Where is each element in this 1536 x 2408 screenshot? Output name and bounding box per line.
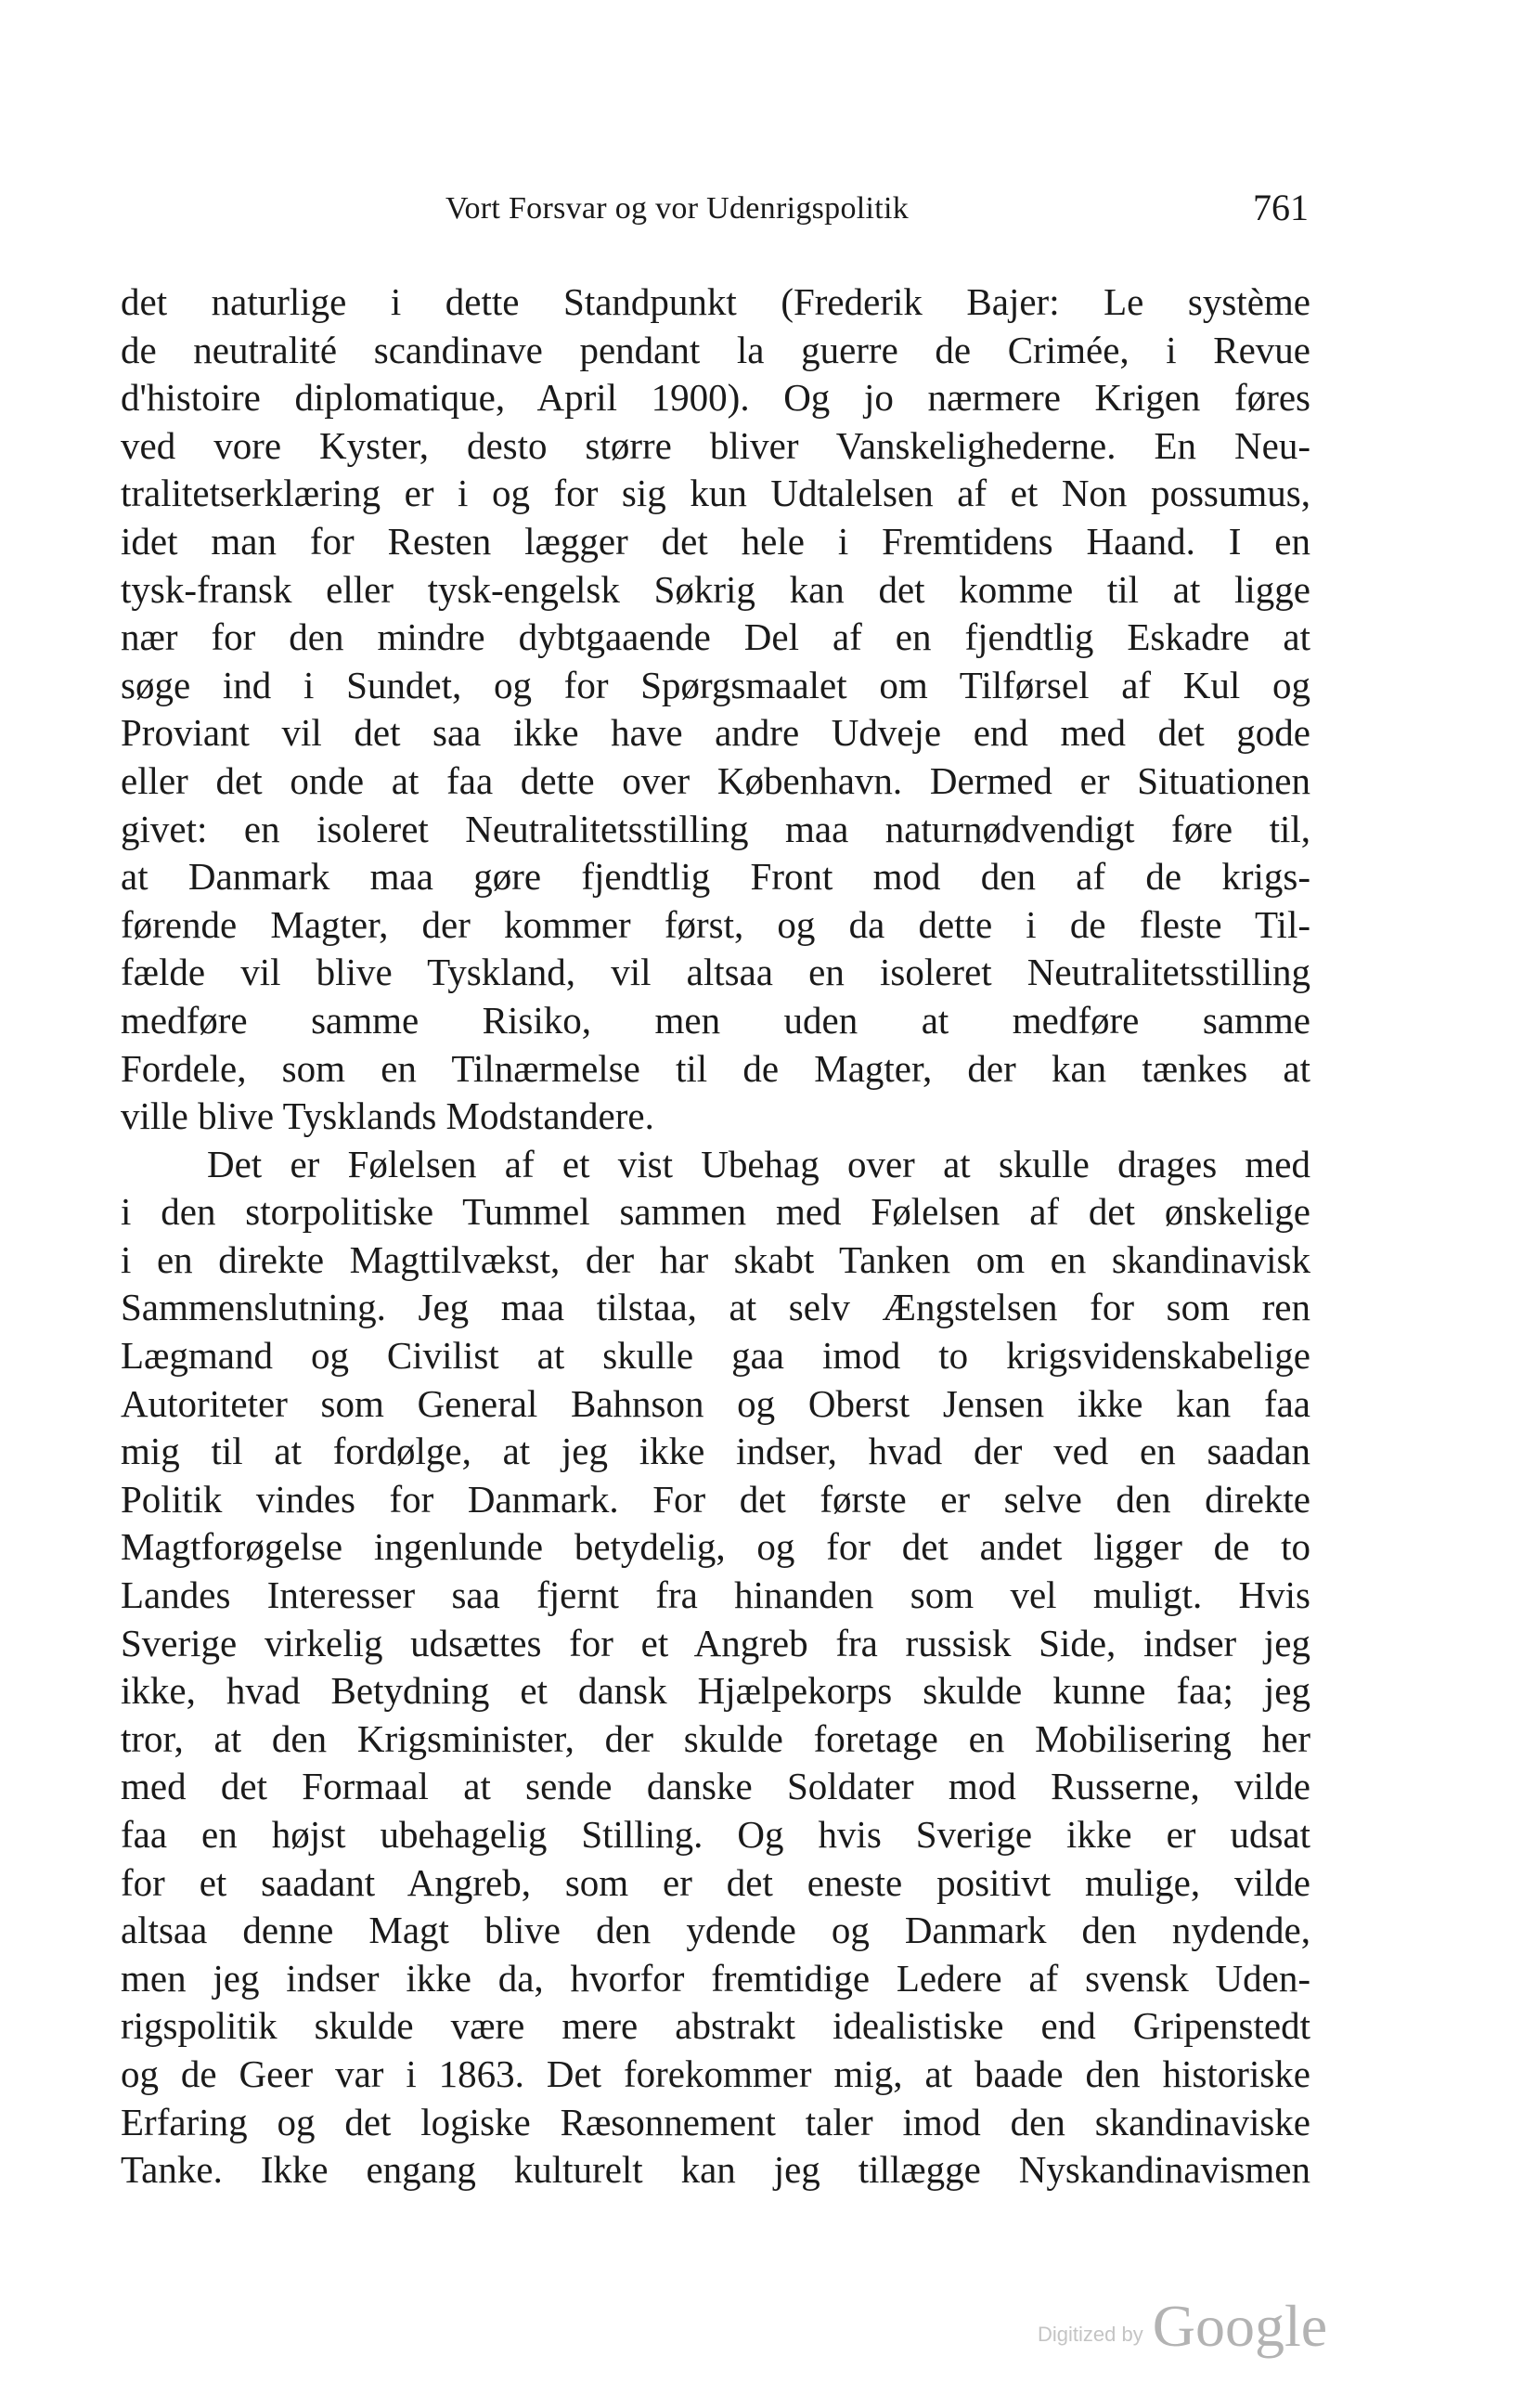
text-line: Erfaring og det logiske Ræsonnement taler imod den skandinaviske bbox=[121, 2100, 1310, 2143]
text-line: og de Geer var i 1863. Det forekommer mig, at baade den historiske bbox=[121, 2052, 1310, 2095]
text-line: førende Magter, der kommer først, og da dette i de fleste Til- bbox=[121, 902, 1310, 946]
text-line: de neutralité scandinave pendant la guerre de Crimée, i Revue bbox=[121, 328, 1310, 371]
text-line: tralitetserklæring er i og for sig kun Udtalelsen af et Non possumus, bbox=[121, 472, 1310, 515]
text-line: Proviant vil det saa ikke have andre Udveje end med det gode bbox=[121, 711, 1310, 755]
text-line: søge ind i Sundet, og for Spørgsmaalet om Tilførsel af Kul og bbox=[121, 663, 1310, 706]
text-line: altsaa denne Magt blive den ydende og Danmark den nydende, bbox=[121, 1909, 1310, 1952]
text-line: Landes Interesser saa fjernt fra hinanden som vel muligt. Hvis bbox=[121, 1573, 1310, 1617]
text-line: eller det onde at faa dette over København. Dermed er Situationen bbox=[121, 758, 1310, 802]
watermark-prefix: Digitized by bbox=[1038, 2323, 1143, 2346]
text-line: d'histoire diplomatique, April 1900). Og jo nærmere Krigen føres bbox=[121, 376, 1310, 420]
running-head bbox=[121, 186, 1309, 241]
text-line: for et saadant Angreb, som er det eneste positivt mulige, vilde bbox=[121, 1860, 1310, 1904]
text-line: Sverige virkelig udsættes for et Angreb fra russisk Side, indser jeg bbox=[121, 1621, 1310, 1664]
page-number: 761 bbox=[1253, 187, 1309, 228]
google-logo: Google bbox=[1152, 2293, 1328, 2359]
text-line: Autoriteter som General Bahnson og Oberst Jensen ikke kan faa bbox=[121, 1381, 1310, 1425]
text-line: givet: en isoleret Neutralitetsstilling maa naturnødvendigt føre til, bbox=[121, 807, 1310, 850]
text-line: Det er Følelsen af et vist Ubehag over at skulle drages med bbox=[207, 1142, 1310, 1185]
text-line: Sammenslutning. Jeg maa tilstaa, at selv Ængstelsen for som ren bbox=[121, 1286, 1310, 1329]
text-line: Lægmand og Civilist at skulle gaa imod to krigsvidenskabelige bbox=[121, 1334, 1310, 1378]
text-line: Tanke. Ikke engang kulturelt kan jeg tillægge Nyskandinavismen bbox=[121, 2148, 1310, 2192]
text-line: Magtforøgelse ingenlunde betydelig, og for det andet ligger de to bbox=[121, 1525, 1310, 1569]
text-line: med det Formaal at sende danske Soldater mod Russerne, vilde bbox=[121, 1765, 1310, 1808]
text-line: rigspolitik skulde være mere abstrakt idealistiske end Gripenstedt bbox=[121, 2004, 1310, 2048]
text-line: medføre samme Risiko, men uden at medføre samme bbox=[121, 998, 1310, 1042]
running-title: Vort Forsvar og vor Udenrigspolitik bbox=[445, 191, 910, 226]
text-line: idet man for Resten lægger det hele i Fremtidens Haand. I en bbox=[121, 519, 1310, 563]
text-line: at Danmark maa gøre fjendtlig Front mod den af de krigs- bbox=[121, 855, 1310, 899]
text-line: ved vore Kyster, desto større bliver Vanskelighederne. En Neu- bbox=[121, 423, 1310, 467]
text-line: nær for den mindre dybtgaaende Del af en fjendtlig Eskadre at bbox=[121, 615, 1310, 659]
text-line: ville blive Tysklands Modstandere. bbox=[121, 1094, 654, 1138]
digitized-watermark bbox=[1038, 2282, 1372, 2359]
text-line: ikke, hvad Betydning et dansk Hjælpekorps skulde kunne faa; jeg bbox=[121, 1669, 1310, 1713]
text-line: Fordele, som en Tilnærmelse til de Magter, der kan tænkes at bbox=[121, 1046, 1310, 1090]
text-line: tror, at den Krigsminister, der skulde foretage en Mobilisering her bbox=[121, 1716, 1310, 1760]
text-line: det naturlige i dette Standpunkt (Frederik Bajer: Le système bbox=[121, 280, 1310, 323]
text-line: i den storpolitiske Tummel sammen med Følelsen af det ønskelige bbox=[121, 1190, 1310, 1234]
text-line: i en direkte Magttilvækst, der har skabt Tanken om en skandinavisk bbox=[121, 1237, 1310, 1281]
text-line: mig til at fordølge, at jeg ikke indser, hvad der ved en saadan bbox=[121, 1430, 1310, 1473]
text-line: fælde vil blive Tyskland, vil altsaa en isoleret Neutralitetsstilling bbox=[121, 951, 1310, 994]
text-line: men jeg indser ikke da, hvorfor fremtidige Ledere af svensk Uden- bbox=[121, 1956, 1310, 2000]
body-text bbox=[121, 278, 1310, 2194]
text-line: tysk-fransk eller tysk-engelsk Søkrig kan det komme til at ligge bbox=[121, 567, 1310, 611]
text-line: Politik vindes for Danmark. For det første er selve den direkte bbox=[121, 1477, 1310, 1521]
text-line: faa en højst ubehagelig Stilling. Og hvis Sverige ikke er udsat bbox=[121, 1813, 1310, 1856]
